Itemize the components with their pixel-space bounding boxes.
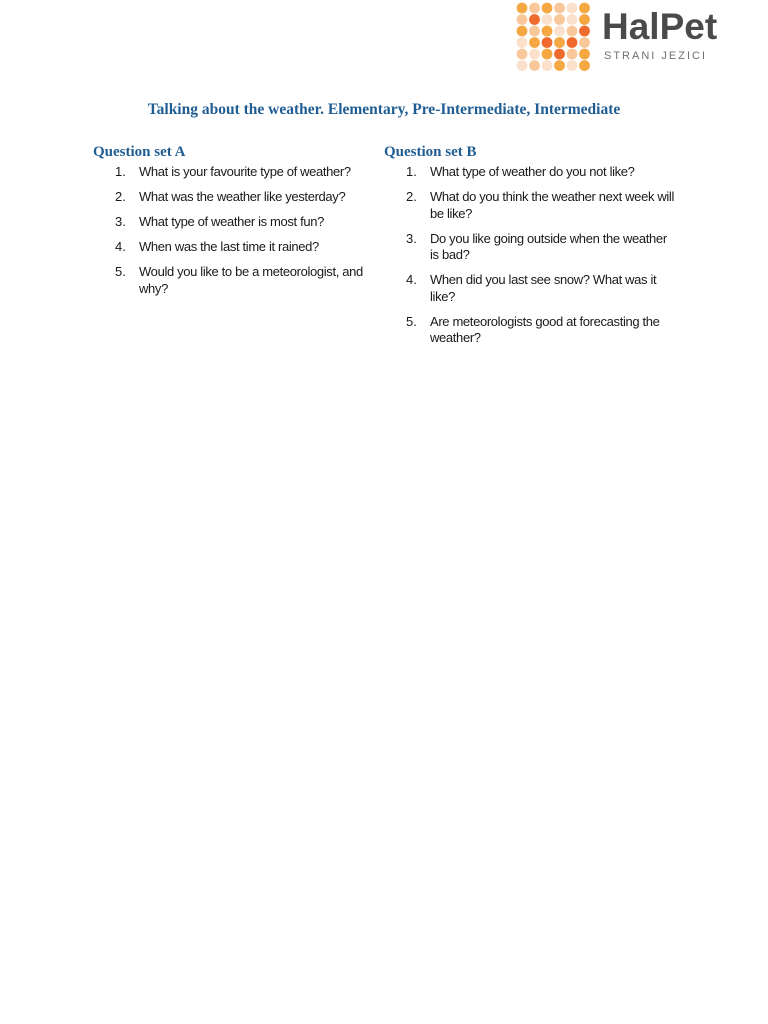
question-text: What do you think the weather next week will be like?: [430, 189, 675, 221]
logo-dot: [579, 37, 590, 48]
halpet-logo: [516, 2, 760, 72]
logo-dot: [529, 14, 540, 25]
question-number: 2.: [406, 189, 417, 204]
logo-dot: [579, 14, 590, 25]
question-item: [93, 264, 378, 297]
question-set-b: [384, 143, 676, 355]
logo-dot: [579, 49, 590, 60]
logo-dot: [579, 60, 590, 71]
logo-dot: [529, 26, 540, 37]
logo-dot: [529, 3, 540, 14]
logo-dot: [517, 14, 528, 25]
logo-dot: [554, 37, 565, 48]
logo-wordmark: HalPet: [602, 6, 718, 47]
logo-dot: [554, 60, 565, 71]
dot-grid-logo-icon: [516, 2, 592, 72]
question-text: What type of weather is most fun?: [139, 214, 324, 229]
question-number: 5.: [406, 313, 417, 329]
question-number: 3.: [406, 230, 417, 246]
page-title: Talking about the weather. Elementary, Pre-Intermediate, Intermediate: [147, 101, 621, 118]
question-number: 1.: [115, 164, 126, 179]
question-number: 4.: [115, 239, 126, 254]
logo-dot: [517, 3, 528, 14]
question-item: [384, 164, 676, 181]
logo-dot: [554, 14, 565, 25]
logo-dot: [567, 49, 578, 60]
question-text: Would you like to be a meteorologist, and why?: [139, 264, 363, 296]
logo-dot: [542, 49, 553, 60]
logo-dot: [542, 26, 553, 37]
question-text: What was the weather like yesterday?: [139, 189, 346, 204]
question-item: [93, 239, 378, 256]
question-text: Are meteorologists good at forecasting the weather?: [430, 313, 660, 345]
question-number: 3.: [115, 214, 126, 229]
logo-dot: [567, 3, 578, 14]
logo-dot: [542, 3, 553, 14]
question-number: 4.: [406, 272, 417, 287]
logo-dot: [567, 60, 578, 71]
logo-dot: [554, 3, 565, 14]
logo-dot: [542, 14, 553, 25]
logo-dot: [517, 49, 528, 60]
question-set-a: [93, 143, 378, 306]
question-text: When was the last time it rained?: [139, 239, 319, 254]
logo-dot: [542, 37, 553, 48]
question-set-heading: Question set B: [384, 144, 477, 160]
question-item: [384, 314, 676, 347]
logo-dot: [567, 37, 578, 48]
logo-dot: [579, 3, 590, 14]
question-item: [384, 272, 676, 305]
question-number: 2.: [115, 189, 126, 204]
question-number: 1.: [406, 164, 417, 179]
question-item: [93, 164, 378, 181]
logo-dot: [517, 26, 528, 37]
question-item: [384, 189, 676, 222]
logo-dot: [529, 60, 540, 71]
question-item: [93, 214, 378, 231]
question-list: [93, 164, 378, 297]
logo-dot: [567, 14, 578, 25]
logo-dot: [542, 60, 553, 71]
logo-dot: [517, 37, 528, 48]
logo-dot: [529, 49, 540, 60]
question-text: What type of weather do you not like?: [430, 164, 635, 179]
logo-dot: [579, 26, 590, 37]
logo-tagline: STRANI JEZICI: [604, 50, 708, 62]
question-text: When did you last see snow? What was it like?: [430, 272, 657, 304]
logo-dot: [554, 26, 565, 37]
question-item: [93, 189, 378, 206]
question-number: 5.: [115, 264, 126, 279]
question-set-heading: Question set A: [93, 144, 186, 160]
question-list: [384, 164, 676, 347]
question-text: What is your favourite type of weather?: [139, 164, 351, 179]
logo-dot: [567, 26, 578, 37]
question-text: Do you like going outside when the weather is bad?: [430, 230, 667, 262]
question-item: [384, 231, 676, 264]
logo-dot: [554, 49, 565, 60]
logo-dot: [529, 37, 540, 48]
logo-dot: [517, 60, 528, 71]
